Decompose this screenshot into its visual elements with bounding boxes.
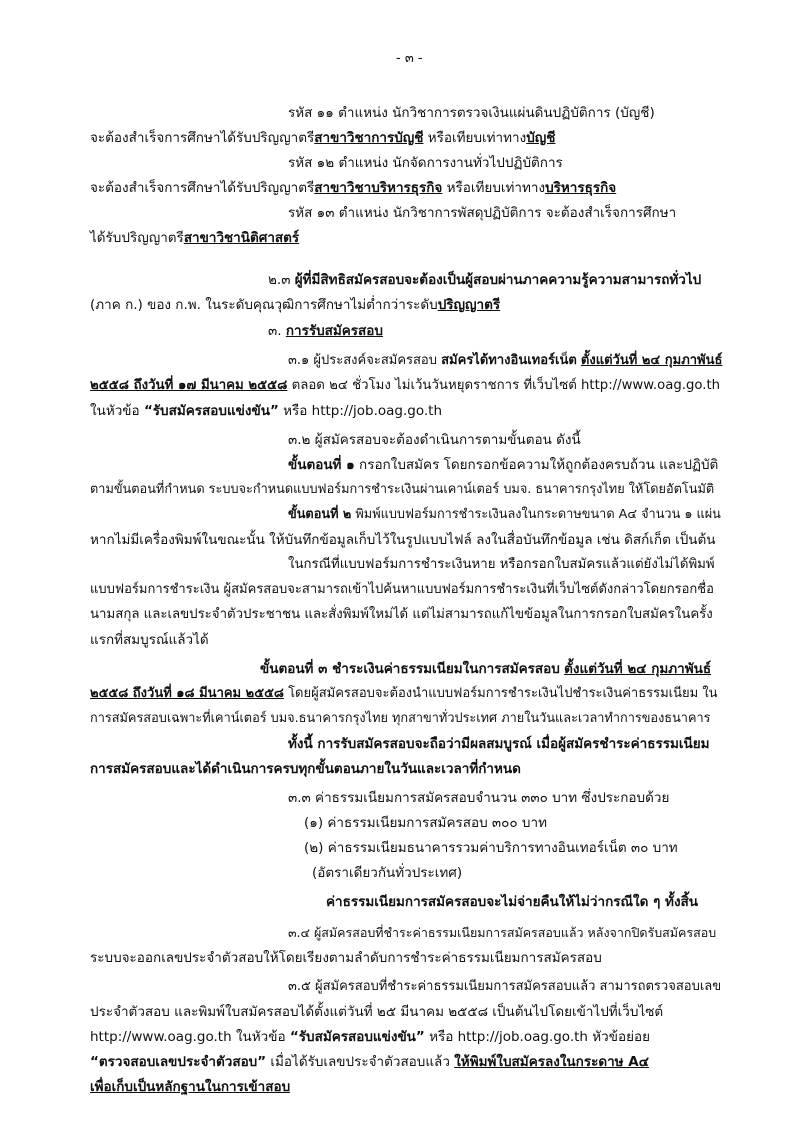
text-line — [288, 735, 710, 753]
text-run: ได้รับปริญญาตรี — [90, 230, 184, 246]
text-run: หรือเทียบเท่าทาง — [442, 180, 546, 196]
text-line — [90, 631, 209, 649]
text-run: ๓. — [268, 323, 286, 339]
text-run: “ตรวจสอบเลขประจำตัวสอบ” — [90, 1054, 267, 1070]
text-line — [90, 710, 711, 728]
text-run: ๒๕๕๘ ถึงวันที่ ๑๗ มีนาคม ๒๕๕๘ — [90, 378, 288, 393]
text-line — [90, 760, 521, 778]
text-line — [304, 814, 547, 832]
text-run: โดยผู้สมัครสอบจะต้องนำแบบฟอร์มการชำระเงินไปชำระเงินค่าธรรมเนียม ใน — [283, 686, 718, 701]
text-line — [288, 154, 563, 172]
text-run: ตั้งแต่วันที่ ๒๔ กุมภาพันธ์ — [580, 353, 723, 368]
text-run: (ภาค ก.) ของ ก.พ. ในระดับคุณวุฒิการศึกษาไม่ต่ำกว่าระดับ — [90, 297, 438, 313]
text-line — [90, 377, 720, 395]
text-line — [90, 179, 616, 197]
text-line — [312, 864, 462, 882]
page-number: - ๓ - — [396, 51, 423, 66]
text-run: ผู้ที่มีสิทธิสมัครสอบจะต้องเป็นผู้สอบผ่านภาคความรู้ความสามารถทั่วไป — [294, 272, 702, 288]
text-run: ในกรณีที่แบบฟอร์มการชำระเงินหาย หรือกรอกใบสมัครแล้วแต่ยังไม่ได้พิมพ์ — [288, 557, 715, 572]
text-run: จะต้องสำเร็จการศึกษาได้รับปริญญาตรี — [90, 180, 315, 196]
text-run: กรอกใบสมัคร โดยกรอกข้อความให้ถูกต้องครบถ้วน และปฏิบัติ — [354, 457, 719, 473]
text-line — [288, 204, 676, 222]
text-run: ๒.๓ — [268, 272, 295, 288]
text-line — [90, 1003, 663, 1021]
text-run: หรือ http://job.oag.go.th หัวข้อย่อย — [424, 1029, 651, 1045]
text-run: ตั้งแต่วันที่ ๒๔ กุมภาพันธ์ — [564, 661, 712, 677]
text-line — [268, 322, 383, 340]
text-line — [90, 481, 714, 499]
text-line — [288, 789, 669, 807]
text-run: บัญชี — [526, 130, 556, 146]
text-run: การรับสมัครสอบ — [285, 323, 383, 339]
text-run: ประจำตัวสอบ และพิมพ์ใบสมัครสอบได้ตั้งแต่วันที่ ๒๕ มีนาคม ๒๕๕๘ เป็นต้นไปโดยเข้าไปที่เว็บไซต์ — [90, 1004, 664, 1020]
text-line — [90, 1028, 650, 1046]
text-line — [288, 431, 581, 449]
text-run: ค่าธรรมเนียมการสมัครสอบจะไม่จ่ายคืนให้ไม่ว่ากรณีใด ๆ ทั้งสิ้น — [326, 894, 699, 910]
text-run: ให้พิมพ์ใบสมัครลงในกระดาษ A๔ — [454, 1054, 649, 1070]
text-line — [288, 104, 655, 122]
text-run: (๒) ค่าธรรมเนียมธนาคารรวมค่าบริการทางอินเทอร์เน็ต ๓๐ บาท — [304, 840, 678, 856]
text-line — [90, 402, 442, 420]
text-line — [288, 556, 715, 574]
text-line — [90, 1078, 290, 1096]
text-run: ๓.๓ ค่าธรรมเนียมการสมัครสอบจำนวน ๓๓๐ บาท ซึ่งประกอบด้วย — [288, 790, 670, 806]
text-run: ระบบจะออกเลขประจำตัวสอบให้โดยเรียงตามลำดับการชำระค่าธรรมเนียมการสมัครสอบ — [90, 950, 602, 966]
text-run: รหัส ๑๒ ตำแหน่ง นักจัดการงานทั่วไปปฏิบัติการ — [288, 155, 563, 171]
text-run: หรือเทียบเท่าทาง — [423, 130, 527, 146]
text-run: ๓.๑ ผู้ประสงค์จะสมัครสอบ — [288, 353, 442, 368]
text-run: ขั้นตอนที่ ๓ ชำระเงินค่าธรรมเนียมในการสมัครสอบ — [260, 661, 560, 677]
text-line — [288, 924, 716, 942]
text-run: http://www.oag.go.th ในหัวข้อ — [90, 1029, 290, 1045]
text-run: แรกที่สมบูรณ์แล้วได้ — [90, 632, 209, 648]
text-run: ๓.๒ ผู้สมัครสอบจะต้องดำเนินการตามขั้นตอน ดังนี้ — [288, 432, 581, 448]
text-line — [90, 1053, 649, 1071]
text-line — [90, 606, 713, 624]
text-run: “รับสมัครสอบแข่งขัน” — [289, 1029, 425, 1045]
text-line — [90, 129, 555, 147]
text-run: การสมัครสอบและได้ดำเนินการครบทุกขั้นตอนภายในวันและเวลาที่กำหนด — [90, 761, 521, 777]
text-run: สาขาวิชาบริหารธุรกิจ — [314, 180, 443, 196]
text-run: หรือ http://job.oag.go.th — [278, 403, 443, 419]
text-run: (๑) ค่าธรรมเนียมการสมัครสอบ ๓๐๐ บาท — [304, 815, 547, 831]
text-run: ทั้งนี้ การรับสมัครสอบจะถือว่ามีผลสมบูรณ์ เมื่อผู้สมัครชำระค่าธรรมเนียม — [288, 736, 710, 752]
text-run: ตลอด ๒๔ ชั่วโมง ไม่เว้นวันหยุดราชการ ที่เว็บไซต์ http://www.oag.go.th — [287, 378, 721, 393]
text-line — [326, 893, 698, 911]
text-run: ในหัวข้อ — [90, 403, 144, 419]
text-line — [288, 506, 721, 524]
text-line — [288, 456, 718, 474]
text-run: สมัครได้ทางอินเทอร์เน็ต — [441, 353, 577, 368]
text-run: รหัส ๑๑ ตำแหน่ง นักวิชาการตรวจเงินแผ่นดินปฏิบัติการ (บัญชี) — [288, 105, 655, 121]
text-run: ขั้นตอนที่ ๒ — [288, 507, 352, 522]
text-run: (อัตราเดียวกันทั่วประเทศ) — [312, 865, 463, 881]
text-run: ๓.๕ ผู้สมัครสอบที่ชำระค่าธรรมเนียมการสมัครสอบแล้ว สามารถตรวจสอบเลข — [288, 979, 722, 994]
text-run: สาขาวิชานิติศาสตร์ — [183, 230, 300, 246]
text-line — [260, 660, 711, 678]
text-run: ตามขั้นตอนที่กำหนด ระบบจะกำหนดแบบฟอร์มการชำระเงินผ่านเคาน์เตอร์ บมจ. ธนาคารกรุงไทย ให้โดยอัตโนมัติ — [90, 482, 715, 497]
text-run: แบบฟอร์มการชำระเงิน ผู้สมัครสอบจะสามารถเข้าไปค้นหาแบบฟอร์มการชำระเงินที่เว็บไซต์ดังกล่าวโดยกรอกชื่อ — [90, 582, 714, 597]
text-line — [288, 978, 721, 996]
text-line — [90, 581, 714, 599]
text-run: การสมัครสอบเฉพาะที่เคาน์เตอร์ บมจ.ธนาคารกรุงไทย ทุกสาขาทั่วประเทศ ภายในวันและเวลาทำการของธนาคาร — [90, 711, 711, 726]
text-run: ขั้นตอนที่ ๑ — [288, 457, 355, 473]
text-run: บริหารธุรกิจ — [545, 180, 617, 196]
text-line — [90, 531, 716, 549]
text-run: ๓.๔ ผู้สมัครสอบที่ชำระค่าธรรมเนียมการสมัครสอบแล้ว หลังจากปิดรับสมัครสอบ — [288, 925, 717, 940]
text-run: นามสกุล และเลขประจำตัวประชาชน และสั่งพิมพ์ใหม่ได้ แต่ไม่สามารถแก้ไขข้อมูลในการกรอกใบสมัครในครั้ง — [90, 607, 713, 622]
text-run: ๒๕๕๘ ถึงวันที่ ๑๘ มีนาคม ๒๕๕๘ — [90, 686, 284, 701]
text-run: จะต้องสำเร็จการศึกษาได้รับปริญญาตรี — [90, 130, 315, 146]
text-run: เพื่อเก็บเป็นหลักฐานในการเข้าสอบ — [90, 1079, 291, 1095]
text-line — [90, 949, 602, 967]
text-run: ปริญญาตรี — [437, 297, 501, 313]
text-line — [90, 685, 718, 703]
text-run: พิมพ์แบบฟอร์มการชำระเงินลงในกระดาษขนาด A๔ จำนวน ๑ แผ่น — [351, 507, 721, 522]
text-line — [90, 229, 299, 247]
text-line — [90, 296, 500, 314]
text-line — [268, 271, 701, 289]
text-run: รหัส ๑๓ ตำแหน่ง นักวิชาการพัสดุปฏิบัติการ จะต้องสำเร็จการศึกษา — [288, 205, 677, 221]
text-run: เมื่อได้รับเลขประจำตัวสอบแล้ว — [266, 1054, 455, 1070]
text-run: “รับสมัครสอบแข่งขัน” — [143, 403, 279, 419]
text-run: หากไม่มีเครื่องพิมพ์ในขณะนั้น ให้บันทึกข้อมูลเก็บไว้ในรูปแบบไฟล์ ลงในสื่อบันทึกข้อมูล เช่น ดิสก์เก็ต เป็นต้น — [90, 532, 716, 548]
text-run: สาขาวิชาการบัญชี — [314, 130, 424, 146]
text-line — [288, 352, 722, 370]
text-line — [304, 839, 678, 857]
